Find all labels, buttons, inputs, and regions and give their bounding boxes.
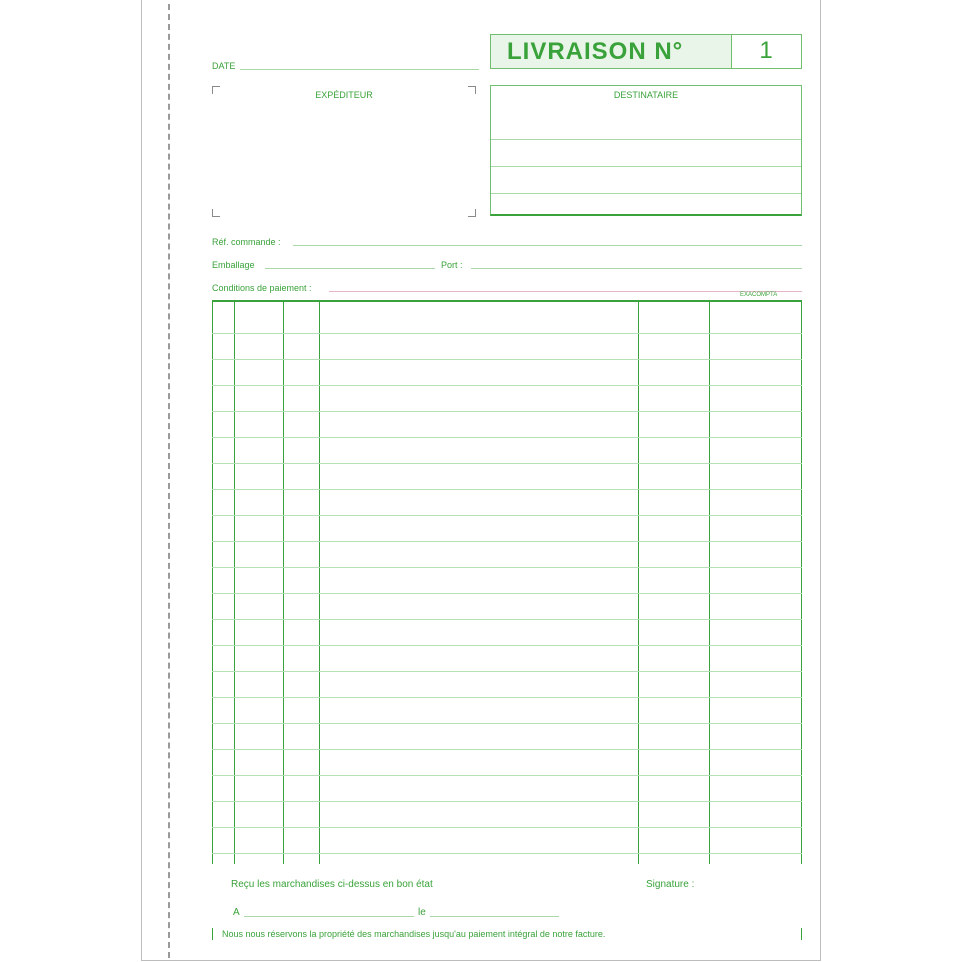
table-row-line (212, 567, 802, 568)
sender-label: EXPÉDITEUR (315, 90, 373, 100)
table-row-line (212, 697, 802, 698)
recipient-line-1 (491, 139, 801, 140)
packaging-field[interactable] (265, 268, 435, 269)
table-row-line (212, 801, 802, 802)
corner-mark-bottom-right (468, 209, 476, 217)
delivery-number: 1 (759, 37, 773, 64)
place-label: A (233, 907, 240, 918)
table-row-line (212, 853, 802, 854)
payment-label: Conditions de paiement : (212, 283, 312, 293)
brand-mark: EXACOMPTA (740, 292, 778, 298)
table-row-line (212, 541, 802, 542)
table-row-line (212, 489, 802, 490)
signature-date-field[interactable] (430, 916, 559, 917)
table-row-line (212, 463, 802, 464)
title-box (490, 34, 802, 69)
table-row-line (212, 619, 802, 620)
signature-field[interactable] (700, 872, 800, 902)
date-field[interactable] (240, 69, 479, 70)
sender-field[interactable] (220, 104, 466, 208)
recipient-label: DESTINATAIRE (613, 90, 679, 100)
table-edge-right (801, 928, 802, 940)
table-border-right (801, 302, 802, 864)
table-row-line (212, 411, 802, 412)
table-column-divider (319, 302, 320, 864)
table-edge-left (212, 928, 213, 940)
table-row-line (212, 775, 802, 776)
corner-mark-bottom-left (212, 209, 220, 217)
table-row-line (212, 437, 802, 438)
table-row-line (212, 723, 802, 724)
shipping-field[interactable] (471, 268, 802, 269)
table-border-left (212, 302, 213, 864)
perforation-line (168, 4, 170, 958)
order-ref-field[interactable] (293, 245, 802, 246)
table-column-divider (234, 302, 235, 864)
payment-field[interactable] (329, 291, 802, 292)
table-row-line (212, 593, 802, 594)
received-text: Reçu les marchandises ci-dessus en bon état (231, 879, 433, 890)
table-row-line (212, 515, 802, 516)
table-row-line (212, 359, 802, 360)
place-field[interactable] (244, 916, 414, 917)
table-row-line (212, 749, 802, 750)
date-label: DATE (212, 61, 236, 71)
packaging-label: Emballage (212, 260, 255, 270)
recipient-box[interactable] (490, 85, 802, 216)
signature-label: Signature : (646, 879, 695, 890)
items-table (212, 300, 802, 864)
recipient-line-2 (491, 166, 801, 167)
table-column-divider (638, 302, 639, 864)
table-column-divider (283, 302, 284, 864)
table-row-line (212, 333, 802, 334)
table-row-line (212, 385, 802, 386)
corner-mark-top-left (212, 86, 220, 94)
table-row-line (212, 671, 802, 672)
table-column-divider (709, 302, 710, 864)
shipping-label: Port : (441, 260, 463, 270)
disclaimer-text: Nous nous réservons la propriété des marchandises jusqu'au paiement intégral de notre facture. (222, 929, 606, 939)
form-title: LIVRAISON N° (507, 38, 684, 65)
date-short-label: le (418, 907, 426, 918)
table-row-line (212, 645, 802, 646)
recipient-line-3 (491, 193, 801, 194)
table-row-line (212, 827, 802, 828)
order-ref-label: Réf. commande : (212, 237, 281, 247)
corner-mark-top-right (468, 86, 476, 94)
